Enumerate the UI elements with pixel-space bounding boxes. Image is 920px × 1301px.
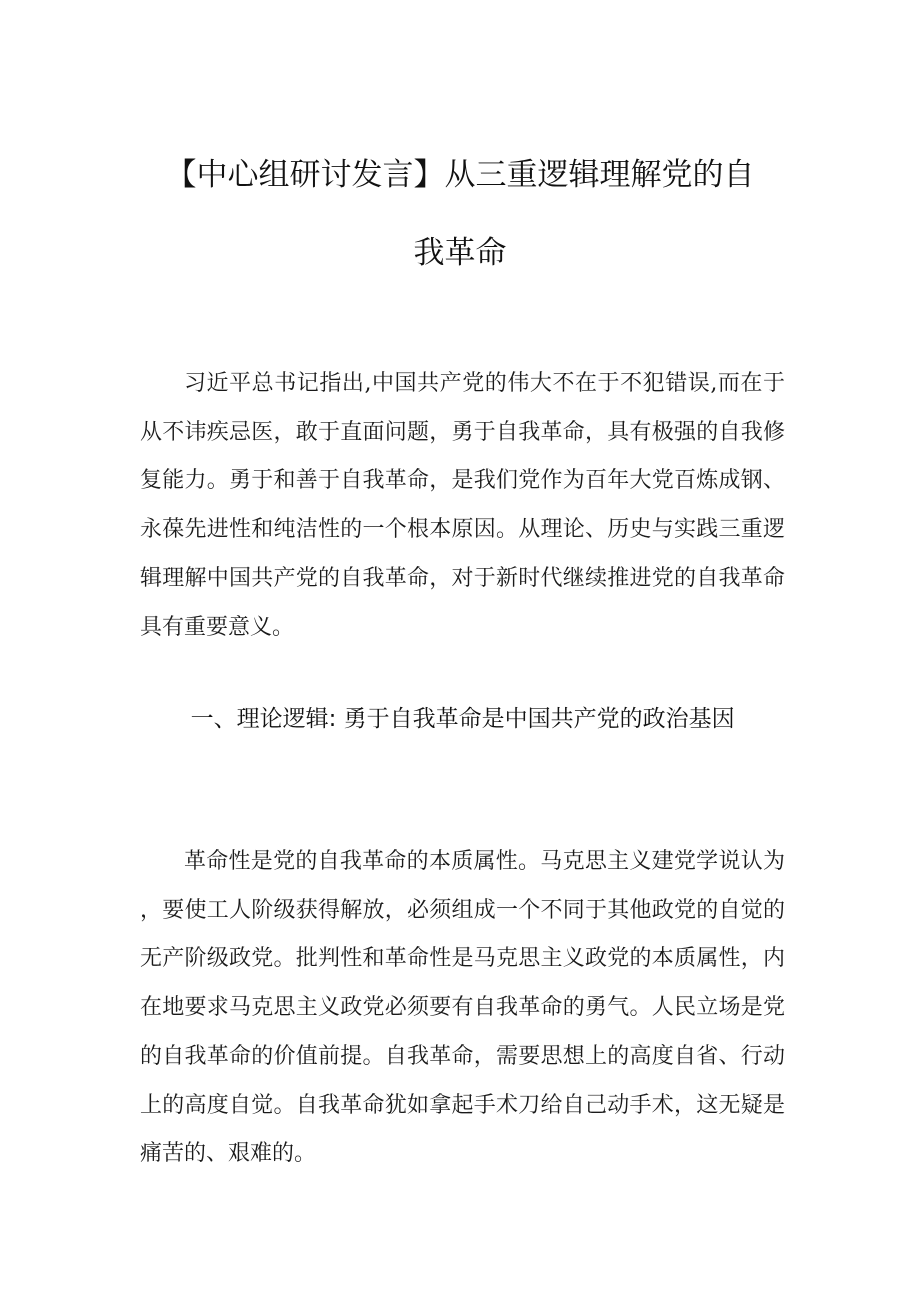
intro-paragraph: 习近平总书记指出,中国共产党的伟大不在于不犯错误,而在于从不讳疾忌医，敢于直面问题，勇于自我革命，具有极强的自我修复能力。勇于和善于自我革命，是我们党作为百年大党百炼成钢、永葆先进性和纯洁性的一个根本原因。从理论、历史与实践三重逻辑理解中国共产党的自我革命，对于新时代继续推进党的自我革命具有重要意义。 [140, 371, 785, 640]
document-title-line-1: 【中心组研讨发言】从三重逻辑理解党的自 [165, 157, 755, 193]
section-heading-1: 一、理论逻辑: 勇于自我革命是中国共产党的政治基因 [190, 706, 735, 732]
document-title-line-2: 我革命 [413, 235, 507, 271]
section-1-paragraph: 革命性是党的自我革命的本质属性。马克思主义建党学说认为，要使工人阶级获得解放，必须组成一个不同于其他政党的自觉的无产阶级政党。批判性和革命性是马克思主义政党的本质属性，内在地要求马克思主义政党必须要有自我革命的勇气。人民立场是党的自我革命的价值前提。自我革命，需要思想上的高度自省、行动上的高度自觉。自我革命犹如拿起手术刀给自己动手术，这无疑是痛苦的、艰难的。 [140, 849, 785, 1167]
